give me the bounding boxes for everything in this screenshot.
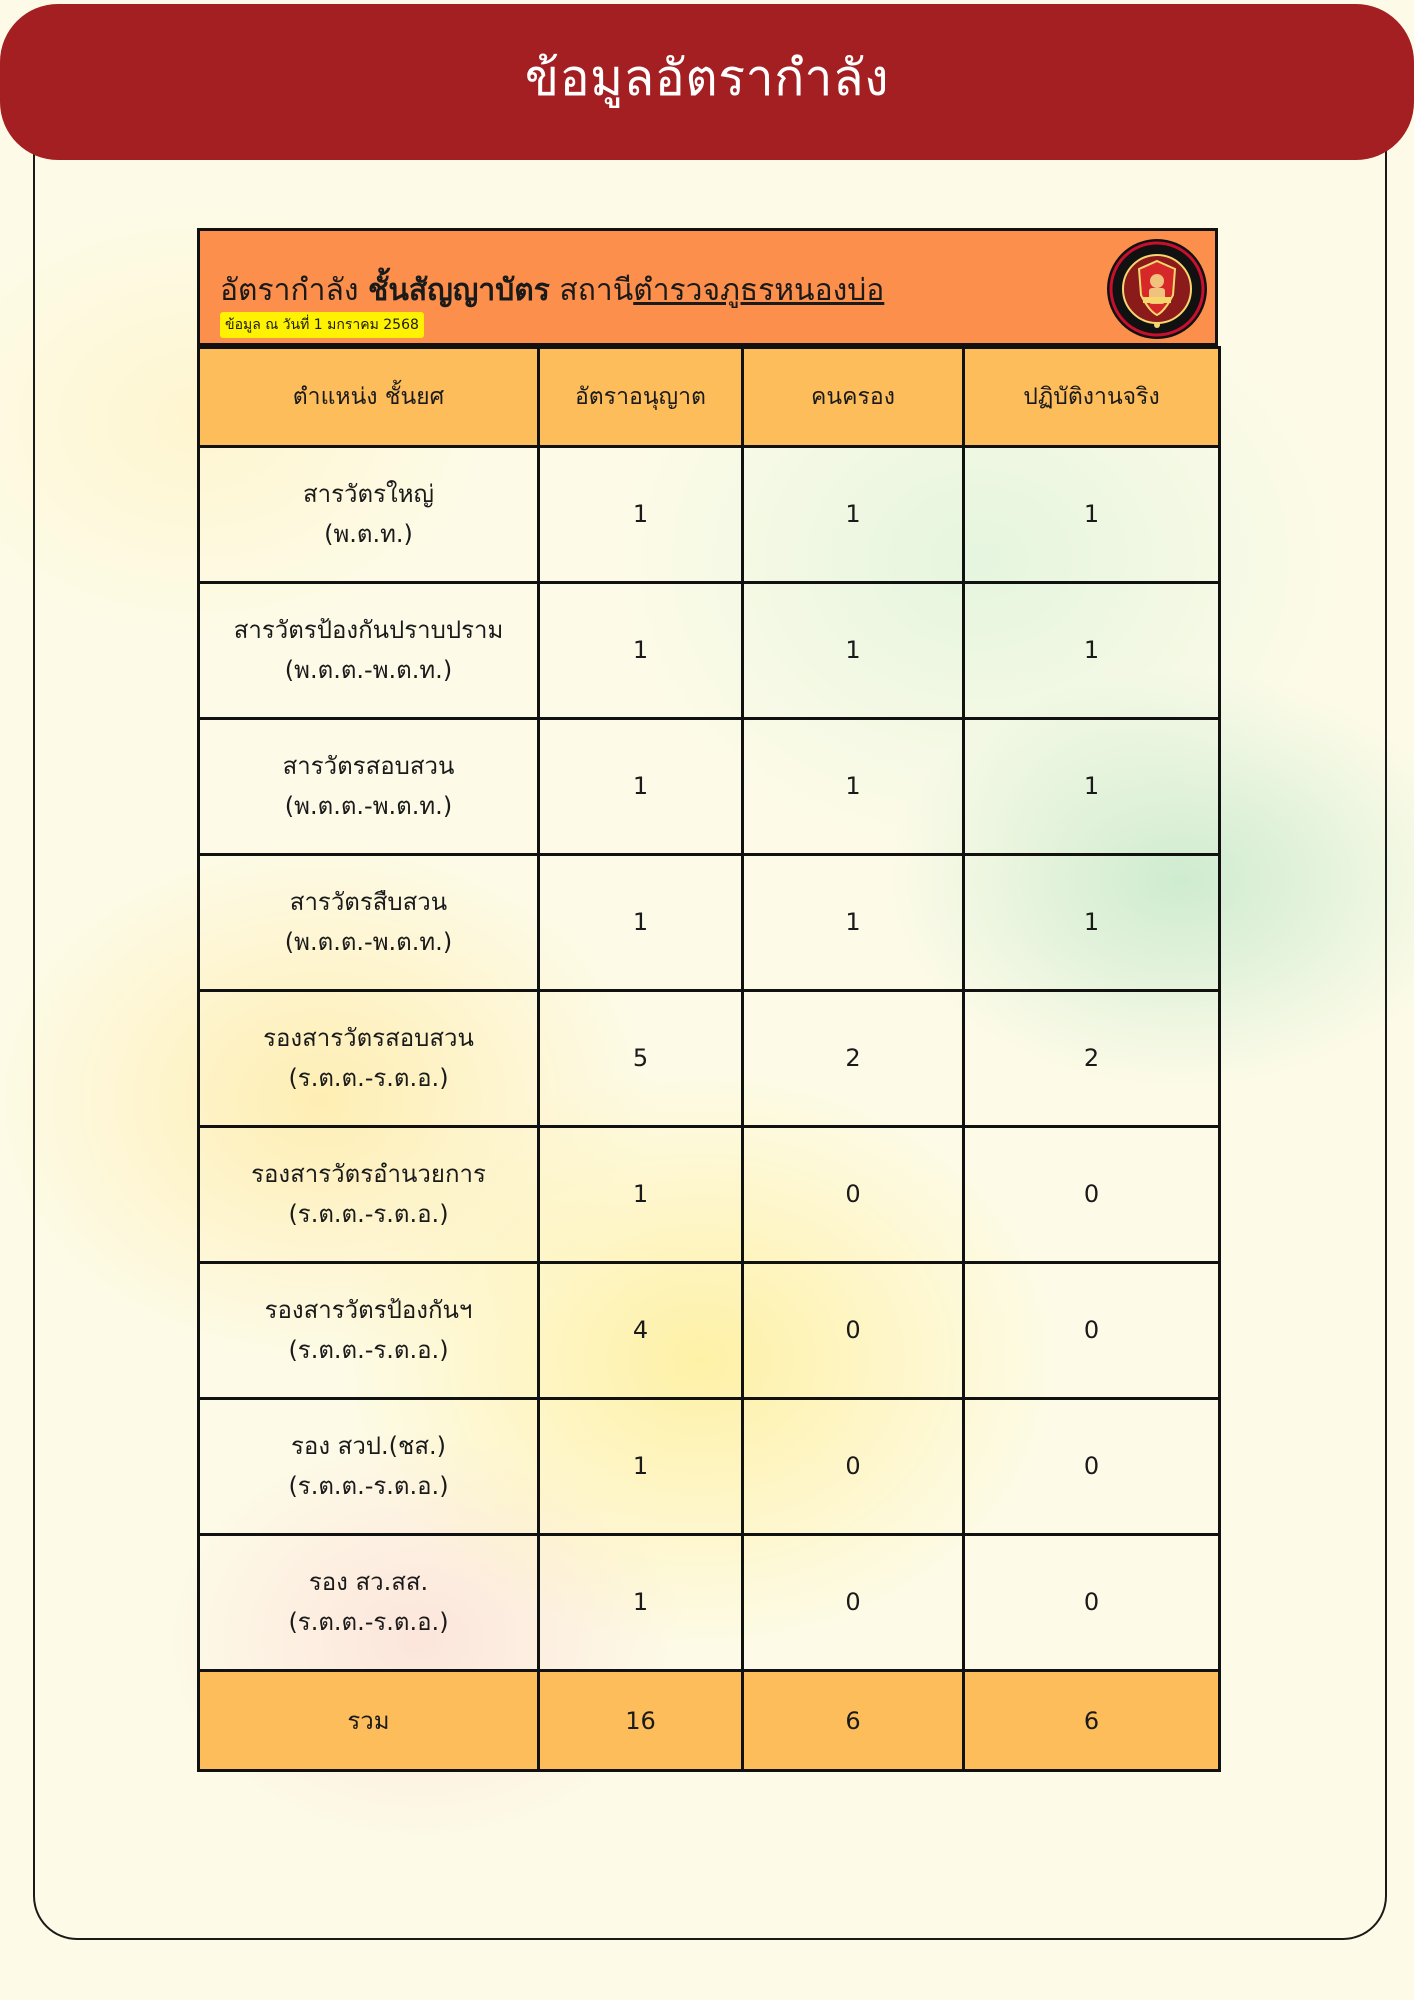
header-row [199, 348, 1220, 447]
position-rank: (ร.ต.ต.-ร.ต.อ.) [288, 1199, 449, 1228]
position-cell [199, 1535, 539, 1671]
held-cell: 0 [743, 1127, 964, 1263]
position-name: รอง สวป.(ชส.) [291, 1431, 446, 1460]
table-row [199, 1399, 1220, 1535]
col-header-allowed: อัตราอนุญาต [539, 348, 743, 447]
position-rank: (ร.ต.ต.-ร.ต.อ.) [288, 1335, 449, 1364]
position-cell [199, 1399, 539, 1535]
table-row [199, 1535, 1220, 1671]
title-bold: ชั้นสัญญาบัตร [368, 273, 550, 308]
total-label: รวม [199, 1671, 539, 1771]
position-name: รอง สว.สส. [308, 1567, 429, 1596]
title-part-2: สถานี [549, 273, 634, 308]
held-cell: 1 [743, 719, 964, 855]
table-row [199, 447, 1220, 583]
position-rank: (พ.ต.ท.) [324, 519, 413, 548]
held-cell: 1 [743, 855, 964, 991]
position-rank: (ร.ต.ต.-ร.ต.อ.) [288, 1607, 449, 1636]
table-row [199, 719, 1220, 855]
allowed-cell: 1 [539, 447, 743, 583]
title-part-1: อัตรากำลัง [220, 273, 369, 308]
actual-cell: 1 [964, 447, 1220, 583]
position-cell [199, 447, 539, 583]
actual-cell: 0 [964, 1127, 1220, 1263]
col-header-held: คนครอง [743, 348, 964, 447]
actual-cell: 1 [964, 719, 1220, 855]
total-actual: 6 [964, 1671, 1220, 1771]
position-name: รองสารวัตรสอบสวน [263, 1023, 474, 1052]
position-cell [199, 1127, 539, 1263]
position-rank: (พ.ต.ต.-พ.ต.ท.) [284, 791, 453, 820]
position-rank: (ร.ต.ต.-ร.ต.อ.) [288, 1471, 449, 1500]
position-rank: (พ.ต.ต.-พ.ต.ท.) [284, 927, 453, 956]
allowed-cell: 1 [539, 855, 743, 991]
table-title-bar [197, 228, 1218, 346]
total-held: 6 [743, 1671, 964, 1771]
position-name: รองสารวัตรอำนวยการ [251, 1159, 486, 1188]
held-cell: 1 [743, 583, 964, 719]
position-rank: (ร.ต.ต.-ร.ต.อ.) [288, 1063, 449, 1092]
actual-cell: 2 [964, 991, 1220, 1127]
police-station-logo-icon [1105, 237, 1209, 341]
total-row [199, 1671, 1220, 1771]
position-name: สารวัตรใหญ่ [303, 479, 434, 508]
position-cell [199, 1263, 539, 1399]
actual-cell: 0 [964, 1263, 1220, 1399]
allowed-cell: 1 [539, 1399, 743, 1535]
position-cell [199, 719, 539, 855]
allowed-cell: 4 [539, 1263, 743, 1399]
position-cell [199, 991, 539, 1127]
col-header-actual: ปฏิบัติงานจริง [964, 348, 1220, 447]
table-row [199, 991, 1220, 1127]
actual-cell: 0 [964, 1535, 1220, 1671]
actual-cell: 1 [964, 855, 1220, 991]
actual-cell: 1 [964, 583, 1220, 719]
position-name: สารวัตรสอบสวน [282, 751, 455, 780]
held-cell: 2 [743, 991, 964, 1127]
table-title [220, 267, 884, 314]
held-cell: 0 [743, 1263, 964, 1399]
position-cell [199, 583, 539, 719]
title-station-name: ตำรวจภูธรหนองบ่อ [633, 273, 885, 308]
position-rank: (พ.ต.ต.-พ.ต.ท.) [284, 655, 453, 684]
held-cell: 1 [743, 447, 964, 583]
page-banner [0, 4, 1414, 160]
table-row [199, 1263, 1220, 1399]
data-table [197, 346, 1221, 1772]
held-cell: 0 [743, 1399, 964, 1535]
position-name: สารวัตรสืบสวน [289, 887, 448, 916]
allowed-cell: 1 [539, 1127, 743, 1263]
col-header-position: ตำแหน่ง ชั้นยศ [199, 348, 539, 447]
held-cell: 0 [743, 1535, 964, 1671]
position-cell [199, 855, 539, 991]
allowed-cell: 5 [539, 991, 743, 1127]
table-row [199, 855, 1220, 991]
table-row [199, 583, 1220, 719]
position-name: รองสารวัตรป้องกันฯ [264, 1295, 473, 1324]
allowed-cell: 1 [539, 583, 743, 719]
allowed-cell: 1 [539, 1535, 743, 1671]
page-title: ข้อมูลอัตรากำลัง [524, 48, 890, 107]
position-name: สารวัตรป้องกันปราบปราม [233, 615, 504, 644]
table-row [199, 1127, 1220, 1263]
manpower-table [197, 228, 1218, 1772]
as-of-date: ข้อมูล ณ วันที่ 1 มกราคม 2568 [220, 312, 424, 338]
allowed-cell: 1 [539, 719, 743, 855]
actual-cell: 0 [964, 1399, 1220, 1535]
total-allowed: 16 [539, 1671, 743, 1771]
